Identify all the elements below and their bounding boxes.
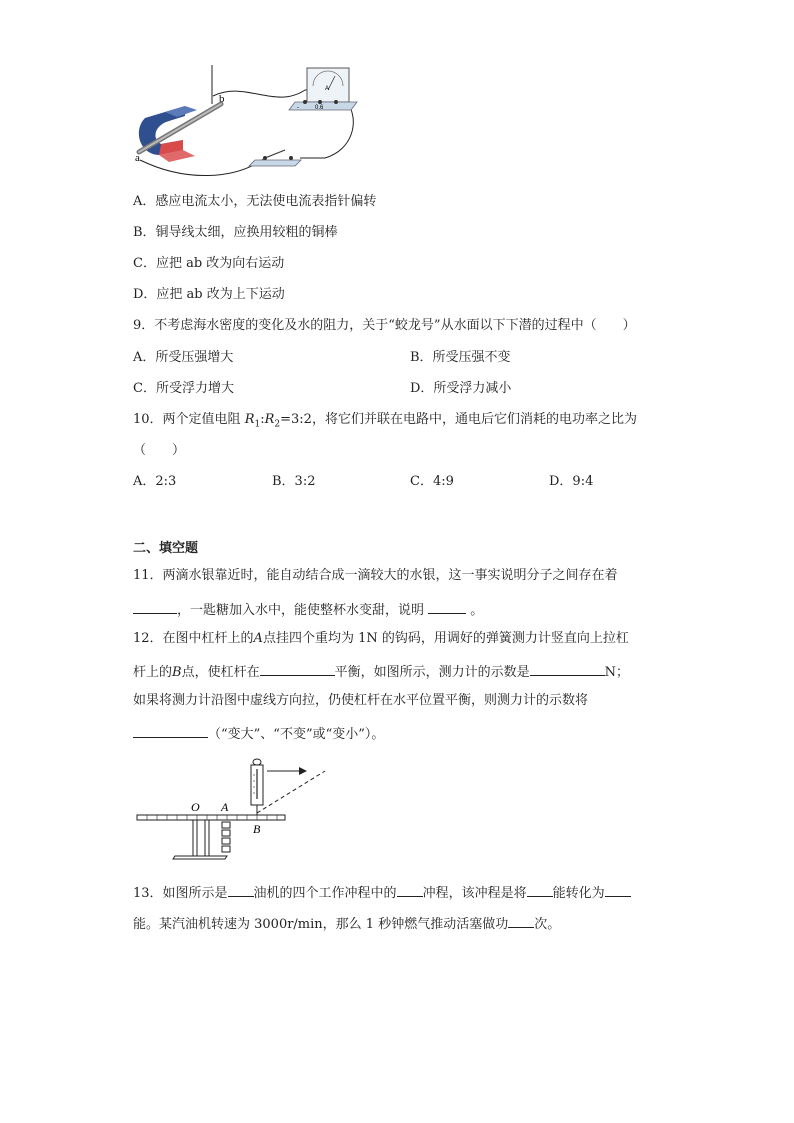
- lever-stand: [173, 820, 227, 859]
- q9-option-a: A．所受压强增大: [133, 350, 234, 365]
- lever-bar: [137, 815, 285, 820]
- q13-line2: 能。某汽油机转速为 3000r/min，那么 1 秒钟燃气推动活塞做功 次。: [133, 913, 560, 934]
- q12-line4: （“变大”、“不变”或“变小”）。: [133, 723, 384, 744]
- hooked-weights: [222, 822, 230, 852]
- answer-blank[interactable]: [605, 882, 631, 897]
- answer-blank[interactable]: [530, 661, 605, 676]
- answer-blank[interactable]: [228, 882, 254, 897]
- label-O: O: [191, 800, 200, 814]
- answer-blank[interactable]: [133, 723, 208, 738]
- q11-line2: ，一匙糖加入水中，能使整杯水变甜，说明 。: [133, 599, 483, 620]
- q9-option-c: C．所受浮力增大: [133, 381, 234, 396]
- q8-option-a: A．感应电流太小，无法使电流表指针偏转: [133, 194, 377, 209]
- q10-option-d: D．9:4: [549, 474, 594, 489]
- answer-blank[interactable]: [508, 913, 534, 928]
- ammeter-range: 0.6: [315, 105, 324, 111]
- q12-line2: 杆上的B点，使杠杆在 平衡，如图所示，测力计的示数是 N；: [133, 661, 629, 682]
- answer-blank[interactable]: [260, 661, 335, 676]
- answer-blank[interactable]: [133, 599, 177, 614]
- label-A: A: [221, 800, 229, 814]
- answer-blank[interactable]: [527, 882, 553, 897]
- q10-option-c: C．4:9: [410, 474, 454, 489]
- lever-figure: [135, 755, 335, 863]
- ammeter-unit: A: [325, 86, 330, 92]
- wire: [140, 158, 265, 176]
- induction-circuit-figure: [125, 60, 375, 185]
- q8-option-b: B．铜导线太细，应换用较粗的铜棒: [133, 225, 338, 240]
- q12-line3: 如果将测力计沿图中虚线方向拉，仍使杠杆在水平位置平衡，则测力计的示数将: [133, 693, 589, 708]
- q10-option-a: A．2:3: [133, 474, 177, 489]
- answer-blank[interactable]: [428, 599, 466, 614]
- q11-line1: 11．两滴水银靠近时，能自动结合成一滴较大的水银，这一事实说明分子之间存在着: [133, 568, 618, 583]
- wire: [213, 90, 310, 97]
- q9-option-d: D．所受浮力减小: [410, 381, 512, 396]
- q9-stem: 9．不考虑海水密度的变化及水的阻力，关于“蛟龙号”从水面以下下潜的过程中（ ）: [133, 318, 636, 333]
- label-b: b: [219, 93, 225, 105]
- label-B: B: [253, 822, 261, 836]
- q13-line1: 13．如图所示是 油机的四个工作冲程中的 冲程，该冲程是将 能转化为: [133, 882, 631, 903]
- switch: [249, 150, 301, 166]
- q10-stem: 10．两个定值电阻 $R_1:R_2=3:2$，将它们并联在电路中，通电后它们消耗的电功率之比为: [133, 412, 637, 430]
- section-title: 二、填空题: [133, 541, 199, 556]
- answer-blank[interactable]: [397, 882, 423, 897]
- q8-option-d: D．应把 ab 改为上下运动: [133, 287, 285, 302]
- ammeter-sign: -: [297, 105, 299, 111]
- q12-line1: 12．在图中杠杆上的A点挂四个重均为 1N 的钩码，用调好的弹簧测力计竖直向上拉杠: [133, 631, 629, 646]
- ammeter: [289, 68, 357, 111]
- q10-stem-line2: （ ）: [133, 443, 186, 458]
- label-a: a: [135, 152, 140, 164]
- q8-option-c: C．应把 ab 改为向右运动: [133, 256, 285, 271]
- q10-option-b: B．3:2: [272, 474, 316, 489]
- spring-balance: [251, 759, 263, 815]
- q9-option-b: B．所受压强不变: [410, 350, 511, 365]
